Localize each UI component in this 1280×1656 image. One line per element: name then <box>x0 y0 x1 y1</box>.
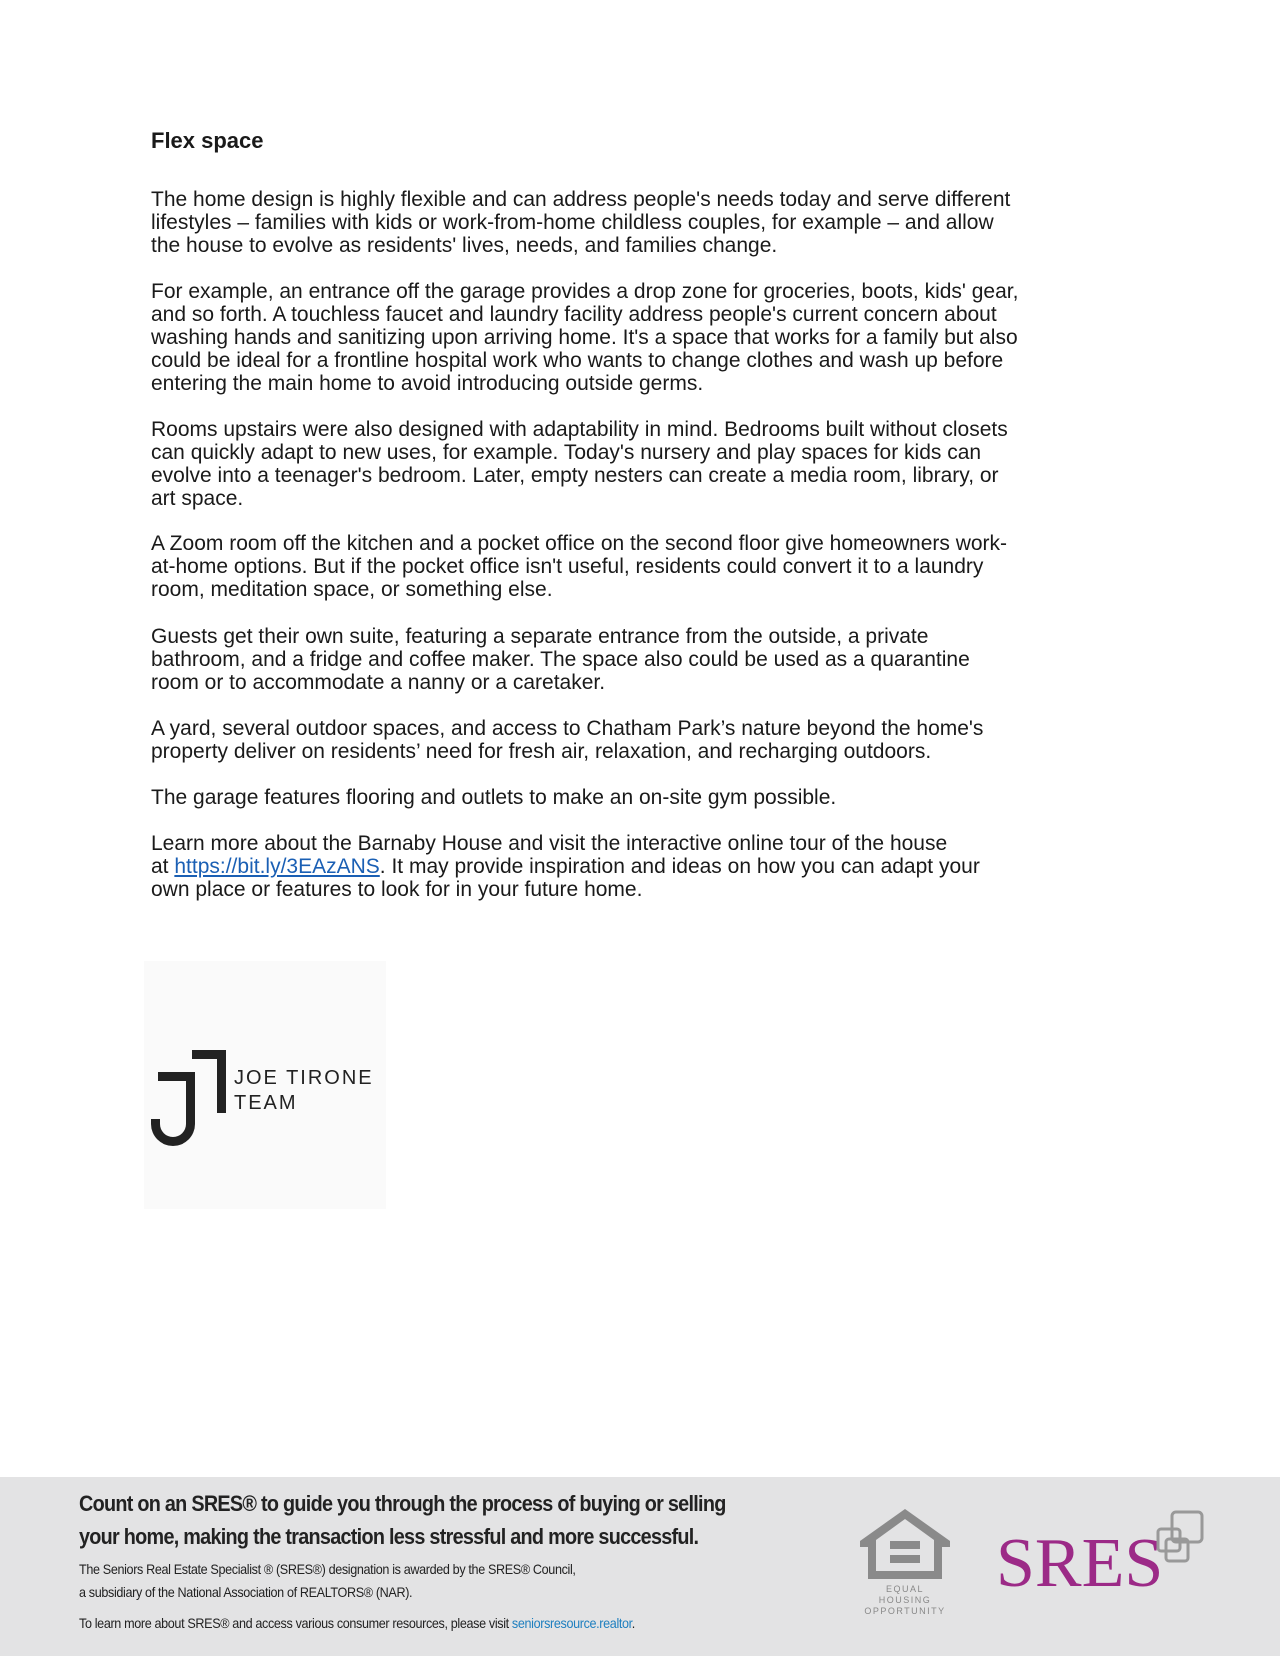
visit-text: To learn more about SRES® and access various consumer resources, please visit <box>79 1615 512 1631</box>
team-name-line: JOE TIRONE <box>234 1067 374 1089</box>
paragraph <box>151 280 1018 395</box>
paragraph-line: the house to evolve as residents' lives, needs, and families change. <box>151 234 778 257</box>
paragraph-line: evolve into a teenager's bedroom. Later, empty nesters can create a media room, library, or <box>151 464 999 487</box>
tour-link[interactable]: https://bit.ly/3EAzANS <box>174 855 380 878</box>
caption-line: OPPORTUNITY <box>864 1606 946 1616</box>
paragraph-line: and so forth. A touchless faucet and laundry facility address people's current concern about <box>151 303 997 326</box>
paragraph <box>151 786 836 809</box>
paragraph <box>151 625 970 694</box>
team-name <box>234 1066 374 1116</box>
info-line: The Seniors Real Estate Specialist ® (SRES®) designation is awarded by the SRES® Council, <box>79 1561 576 1577</box>
paragraph-line: Rooms upstairs were also designed with adaptability in mind. Bedrooms built without closets <box>151 418 1008 441</box>
paragraph-line: bathroom, and a fridge and coffee maker. The space also could be used as a quarantine <box>151 648 970 671</box>
paragraph <box>151 717 983 763</box>
paragraph-line: room, meditation space, or something else. <box>151 578 553 601</box>
equal-housing-icon <box>858 1507 952 1583</box>
paragraph <box>151 532 1007 601</box>
paragraph <box>151 418 1008 510</box>
headline-line: your home, making the transaction less stressful and more successful. <box>79 1524 699 1549</box>
paragraph-line: property deliver on residents’ need for fresh air, relaxation, and recharging outdoors. <box>151 740 932 763</box>
paragraph-line: Guests get their own suite, featuring a separate entrance from the outside, a private <box>151 625 929 648</box>
paragraph-line: can quickly adapt to new uses, for example. Today's nursery and play spaces for kids can <box>151 441 982 464</box>
paragraph-line: could be ideal for a frontline hospital work who wants to change clothes and wash up before <box>151 349 1004 372</box>
paragraph-line: own place or features to look for in your future home. <box>151 878 643 901</box>
sres-logo: SRES <box>996 1525 1164 1602</box>
paragraph-line: The home design is highly flexible and can address people's needs today and serve different <box>151 188 1011 211</box>
footer-visit <box>79 1612 635 1635</box>
info-line: a subsidiary of the National Association of REALTORS® (NAR). <box>79 1584 413 1600</box>
paragraph-learn-more <box>151 832 980 901</box>
paragraph <box>151 188 1010 257</box>
paragraph-line: For example, an entrance off the garage provides a drop zone for groceries, boots, kids' gear, <box>151 280 1019 303</box>
paragraph-line: lifestyles – families with kids or work-from-home childless couples, for example – and allow <box>151 211 994 234</box>
paragraph-line: art space. <box>151 487 244 510</box>
paragraph-text: . It may provide inspiration and ideas on how you can adapt your <box>379 855 980 878</box>
paragraph-line: The garage features flooring and outlets to make an on-site gym possible. <box>151 786 837 809</box>
paragraph-line: Learn more about the Barnaby House and visit the interactive online tour of the house <box>151 832 948 855</box>
section-title: Flex space <box>151 128 264 153</box>
paragraph-line: entering the main home to avoid introducing outside germs. <box>151 372 704 395</box>
paragraph-line: A Zoom room off the kitchen and a pocket office on the second floor give homeowners work- <box>151 532 1008 555</box>
jt-monogram-icon <box>150 1045 230 1153</box>
footer-banner <box>0 1477 1280 1656</box>
footer-info <box>79 1558 576 1604</box>
paragraph-line: A yard, several outdoor spaces, and access to Chatham Park’s nature beyond the home's <box>151 717 984 740</box>
seniorsresource-link[interactable]: seniorsresource.realtor <box>511 1615 632 1631</box>
sres-squares-icon <box>1150 1509 1206 1569</box>
paragraph-line: washing hands and sanitizing upon arriving home. It's a space that works for a family but also <box>151 326 1018 349</box>
paragraph-line: at-home options. But if the pocket office isn't useful, residents could convert it to a laundry <box>151 555 984 578</box>
visit-text: . <box>631 1615 635 1631</box>
headline-line: Count on an SRES® to guide you through the process of buying or selling <box>79 1491 726 1516</box>
equal-housing-caption <box>858 1584 952 1617</box>
paragraph-line: room or to accommodate a nanny or a caretaker. <box>151 671 606 694</box>
team-name-line: TEAM <box>234 1092 298 1114</box>
caption-line: EQUAL HOUSING <box>878 1584 932 1605</box>
paragraph-text: at <box>151 855 175 878</box>
footer-headline <box>79 1487 726 1553</box>
